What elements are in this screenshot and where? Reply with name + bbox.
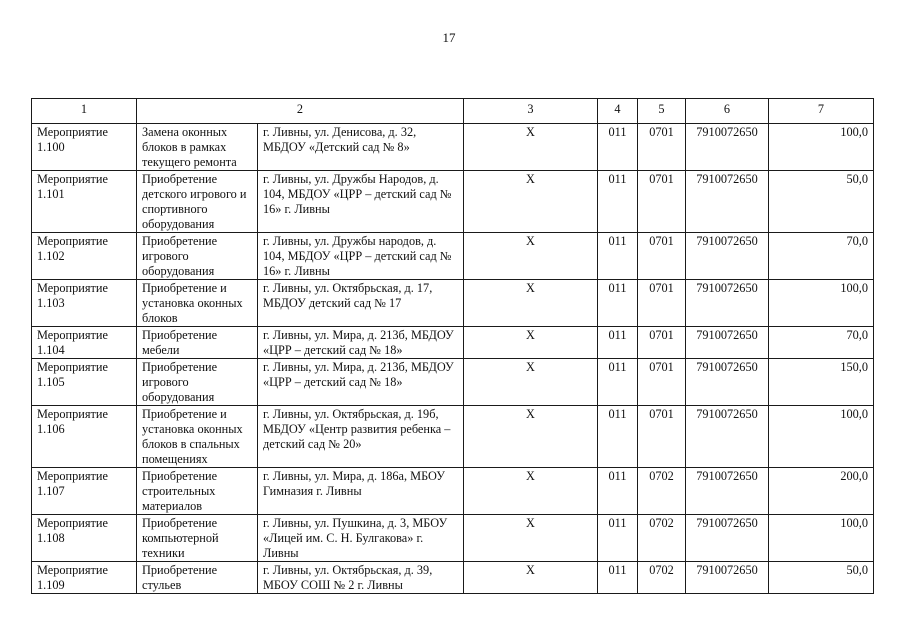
- event-name-cell: Мероприятие 1.104: [32, 327, 137, 359]
- marker-cell: Х: [464, 406, 598, 468]
- amount-cell: 70,0: [769, 327, 874, 359]
- event-description-cell: Приобретение игрового оборудования: [137, 359, 258, 406]
- table-row: [32, 515, 874, 562]
- event-address-cell: г. Ливны, ул. Дружбы народов, д. 104, МБДОУ «ЦРР – детский сад № 16» г. Ливны: [258, 233, 464, 280]
- event-address-cell: г. Ливны, ул. Октябрьская, д. 17, МБДОУ детский сад № 17: [258, 280, 464, 327]
- event-name-cell: Мероприятие 1.106: [32, 406, 137, 468]
- event-address-cell: г. Ливны, ул. Дружбы Народов, д. 104, МБДОУ «ЦРР – детский сад № 16» г. Ливны: [258, 171, 464, 233]
- event-address-cell: г. Ливны, ул. Мира, д. 186а, МБОУ Гимназия г. Ливны: [258, 468, 464, 515]
- code-cell: 011: [598, 233, 638, 280]
- marker-cell: Х: [464, 562, 598, 594]
- event-address-cell: г. Ливны, ул. Октябрьская, д. 39, МБОУ СОШ № 2 г. Ливны: [258, 562, 464, 594]
- event-description-cell: Приобретение компьютерной техники: [137, 515, 258, 562]
- target-item-cell: 7910072650: [686, 171, 769, 233]
- table-row: [32, 406, 874, 468]
- event-address-cell: г. Ливны, ул. Мира, д. 213б, МБДОУ «ЦРР – детский сад № 18»: [258, 327, 464, 359]
- header-col-7: 7: [769, 99, 874, 124]
- target-item-cell: 7910072650: [686, 359, 769, 406]
- section-cell: 0701: [638, 233, 686, 280]
- event-name-cell: Мероприятие 1.105: [32, 359, 137, 406]
- table-row: [32, 359, 874, 406]
- event-description-cell: Приобретение стульев: [137, 562, 258, 594]
- budget-table: [31, 98, 874, 594]
- amount-cell: 100,0: [769, 124, 874, 171]
- table-row: [32, 280, 874, 327]
- section-cell: 0701: [638, 406, 686, 468]
- section-cell: 0701: [638, 124, 686, 171]
- table-row: [32, 124, 874, 171]
- target-item-cell: 7910072650: [686, 515, 769, 562]
- event-description-cell: Приобретение детского игрового и спортивного оборудования: [137, 171, 258, 233]
- header-col-3: 3: [464, 99, 598, 124]
- amount-cell: 50,0: [769, 562, 874, 594]
- section-cell: 0702: [638, 515, 686, 562]
- amount-cell: 150,0: [769, 359, 874, 406]
- marker-cell: Х: [464, 359, 598, 406]
- event-name-cell: Мероприятие 1.108: [32, 515, 137, 562]
- section-cell: 0701: [638, 171, 686, 233]
- event-address-cell: г. Ливны, ул. Денисова, д. 32, МБДОУ «Детский сад № 8»: [258, 124, 464, 171]
- code-cell: 011: [598, 562, 638, 594]
- target-item-cell: 7910072650: [686, 124, 769, 171]
- target-item-cell: 7910072650: [686, 280, 769, 327]
- marker-cell: Х: [464, 233, 598, 280]
- table-row: [32, 327, 874, 359]
- event-name-cell: Мероприятие 1.102: [32, 233, 137, 280]
- page-number: 17: [442, 30, 456, 45]
- section-cell: 0701: [638, 327, 686, 359]
- marker-cell: Х: [464, 515, 598, 562]
- table-row: [32, 468, 874, 515]
- amount-cell: 50,0: [769, 171, 874, 233]
- amount-cell: 100,0: [769, 406, 874, 468]
- marker-cell: Х: [464, 280, 598, 327]
- event-description-cell: Приобретение и установка оконных блоков: [137, 280, 258, 327]
- event-description-cell: Приобретение и установка оконных блоков в спальных помещениях: [137, 406, 258, 468]
- header-col-1: 1: [32, 99, 137, 124]
- code-cell: 011: [598, 468, 638, 515]
- event-name-cell: Мероприятие 1.109: [32, 562, 137, 594]
- code-cell: 011: [598, 171, 638, 233]
- event-description-cell: Приобретение игрового оборудования: [137, 233, 258, 280]
- header-col-5: 5: [638, 99, 686, 124]
- marker-cell: Х: [464, 327, 598, 359]
- table-row: [32, 233, 874, 280]
- code-cell: 011: [598, 280, 638, 327]
- target-item-cell: 7910072650: [686, 233, 769, 280]
- event-name-cell: Мероприятие 1.103: [32, 280, 137, 327]
- code-cell: 011: [598, 406, 638, 468]
- code-cell: 011: [598, 515, 638, 562]
- header-col-4: 4: [598, 99, 638, 124]
- target-item-cell: 7910072650: [686, 327, 769, 359]
- event-address-cell: г. Ливны, ул. Пушкина, д. 3, МБОУ «Лицей им. С. Н. Булгакова» г. Ливны: [258, 515, 464, 562]
- code-cell: 011: [598, 124, 638, 171]
- section-cell: 0702: [638, 562, 686, 594]
- code-cell: 011: [598, 359, 638, 406]
- marker-cell: Х: [464, 468, 598, 515]
- section-cell: 0701: [638, 359, 686, 406]
- event-address-cell: г. Ливны, ул. Октябрьская, д. 19б, МБДОУ «Центр развития ребенка – детский сад № 20»: [258, 406, 464, 468]
- event-description-cell: Приобретение строительных материалов: [137, 468, 258, 515]
- section-cell: 0701: [638, 280, 686, 327]
- header-col-6: 6: [686, 99, 769, 124]
- marker-cell: Х: [464, 171, 598, 233]
- event-description-cell: Замена оконных блоков в рамках текущего ремонта: [137, 124, 258, 171]
- marker-cell: Х: [464, 124, 598, 171]
- event-address-cell: г. Ливны, ул. Мира, д. 213б, МБДОУ «ЦРР – детский сад № 18»: [258, 359, 464, 406]
- amount-cell: 70,0: [769, 233, 874, 280]
- table-row: [32, 562, 874, 594]
- target-item-cell: 7910072650: [686, 468, 769, 515]
- target-item-cell: 7910072650: [686, 406, 769, 468]
- event-description-cell: Приобретение мебели: [137, 327, 258, 359]
- amount-cell: 100,0: [769, 280, 874, 327]
- event-name-cell: Мероприятие 1.107: [32, 468, 137, 515]
- amount-cell: 100,0: [769, 515, 874, 562]
- table-header-row: [32, 99, 874, 124]
- section-cell: 0702: [638, 468, 686, 515]
- table-row: [32, 171, 874, 233]
- event-name-cell: Мероприятие 1.100: [32, 124, 137, 171]
- amount-cell: 200,0: [769, 468, 874, 515]
- code-cell: 011: [598, 327, 638, 359]
- header-col-2: 2: [137, 99, 464, 124]
- event-name-cell: Мероприятие 1.101: [32, 171, 137, 233]
- target-item-cell: 7910072650: [686, 562, 769, 594]
